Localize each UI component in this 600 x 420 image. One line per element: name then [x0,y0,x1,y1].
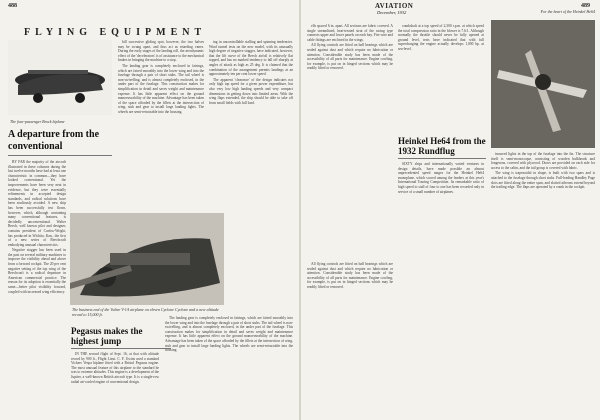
heinkel-photo [491,20,595,148]
paragraph: The landing gear is completely enclosed in fairings, which are faired smoothly into the lower wing and into the fuselage through a pair of short stubs. The tail wheel is non-swivelling, and is almost completely enclosed, in the under part of the fuselage. This construction makes for simplification in detail and saves weight and maintenance expense. It has little apparent effect on the ground manoeuvrability of the machine. Advantage has been taken of the space afforded by the fillets at the intersection of wing, stub and gear to install large landing lights. The wheels are semi-retractable into the housing. [118,63,204,114]
article-headline: Heinkel He64 from the 1932 Rundflug [398,136,486,156]
article-headline: A departure from the conventional [8,129,100,152]
page-number: 489 [581,3,590,9]
paragraph: All flying controls are fitted on ball bearings which are sealed against dust and which require no lubrication or attention. Considerable study has been made of the accessibility of all parts for maintenance. Engine cowling, for example, is put on in hinged sections which may be readily lifted or removed. [307,262,393,289]
text-column-2 [118,40,204,216]
paragraph: All flying controls are fitted on ball bearings which are sealed against dust and which require no lubrication or attention. Considerable study has been made of the accessibility of all parts for maintenance. Engine cowling, for example, is put on in hinged sections which may be readily lifted or removed. [307,43,393,71]
divider [71,348,171,349]
photo-caption: For the heart of the Heinkel He64 [540,9,595,14]
paragraph: bill successive gliding spot, however, the two halves may be swung apart, and thus act as retarding vanes. During the early stages of the landing roll, the aerodynamic effect of the 'decelerators' is of assistance to the mechanical brakes in bringing the machine to a stop. [118,40,204,63]
paragraph: The wing is trapezoidal in shape, is built with two spars and is attached to the fuselage through short stubs. Full-leading Handley Page slots are fitted along the entire span, and slotted ailerons extend beyond the trailing edge. The flaps are operated by a crank in the cockpit. [491,171,595,190]
divider [398,158,486,159]
text-column-5 [165,316,293,416]
paragraph: IN THE second flight of Sept. 16, at that with altitude record by 900 ft., Flight Lieut. C. F. Uwins used a standard Vickers Vespa biplane fitted with a Bristol Pegasus engine. The most unusual feature of this airplane to the standard he was to extreme altitudes. This engine is a development of the Jupiter, a well-known British aircraft type. It is a single-row radial air-cooled engine of conventional design. [71,352,159,384]
divider [8,155,112,156]
photo-caption: The business end of the Vultee V-1A airplane on eleven Cyclone Cyclone and a new altitude record to 15,000 ft. [72,307,219,317]
paragraph: Negative stagger has been used in the past on several military machines to improve the visibility ahead and above from a forward cockpit. The 20 per cent negative setting of the top wing of the Beechcraft is a radical departure in American commercial practice. The reason for its adoption is essentially the same—better pilot visibility forward, coupled with increased wing efficiency. [8,248,66,294]
left-page [0,0,299,420]
engine-photo [70,213,224,305]
right-page [301,0,600,420]
text-column-4 [491,152,595,416]
magazine-name: AVIATION [375,2,414,10]
page-number: 488 [8,3,17,9]
photo-caption: The four-passenger Brock biplane [10,119,65,124]
text-column-3 [398,162,484,416]
paragraph: crankshaft at a top speed of 2,300 r.p.m. at which speed the total compression ratio in the blower is 7.6:1. Although normally the throttle should never be fully opened at ground level, tests have indicated that with full supercharging the engine actually develops 1,000 hp. at sea-level. [398,24,484,51]
biplane-photo [8,40,112,115]
issue-date: December, 1932 [377,10,407,15]
section-title: FLYING EQUIPMENT [24,27,207,38]
text-column-1 [8,160,66,416]
paragraph: incurred lights in the top of the fuselage into the fin. The structure itself is semi-monocoque, consisting of wooden bulkheads and longerons, covered with plywood. Doors are provided on each side for access to the cabin, and the tail group is covered with fabric. [491,152,595,170]
paragraph: The landing gear is completely enclosed in fairings, which are faired smoothly into the lower wing and into the fuselage through a pair of short stubs. The tail wheel is non-swivelling, and is almost completely enclosed, in the under part of the fuselage. This construction makes for simplification in detail and saves weight and maintenance expense. It has little apparent effect on the ground manoeuvrability of the machine. Advantage has been taken of the space afforded by the fillets at the intersection of wing, stub and gear to install large landing lights. The wheels are semi-retractable into the housing. [165,316,293,353]
text-column-2 [398,24,484,130]
text-column-1 [307,24,393,256]
paragraph: ells spaced 6 in. apart. All sections are fabric covered. A single streamlined, heat-treated strut of the racing type connects upper and lower panels on each bay. Fire wire and cable fittings are enclosed in the wings. [307,24,393,42]
paragraph: BY FAR the majority of the aircraft illustrated in these columns during the last twelve months have had at least one characteristic in common—they have looked conventional. Yet the improvements have been very neat in evidence, but they were essentially refinements in accepted design standards, and radical solutions have been studiously avoided. A new ship has been successfully test flown, however, which, although containing many conventional features, is decidedly unconventional. Walter Beech, well known pilot and designer, contains president of Curtiss-Wright, has produced in Wichita, Kan., the first of a new series of Beechcraft embodying unusual characteristics. [8,160,66,247]
article-headline: Pegasus makes the highest jump [71,326,143,346]
text-column-4 [71,352,159,416]
text-column-3 [209,40,293,210]
paragraph: The apparent 'clearance' of the design indicates not only high top speed for a given power expenditure, but also very low high landing speeds and very compact dimensions in getting down into limited areas. With the wing flaps extended, the ship should be able to take off from small fields with full load. [209,77,293,105]
paragraph: SIXTY ships and internationally varied ventures in design details, have made possible an almost unprecedented speed ranges for the Heinkel He64 monoplane, which scored among the leaders at this year's International Touring Competition. Its remarkable ratio of high speed to stall of four to one has been recorded only in service of a small number of airplanes. [398,162,484,194]
paragraph: ing in uncontrollable stalling and spinning tendencies. Wind tunnel tests on the new model, with its unusually high degree of negative stagger, have indicated, however, that the lift curve of the Beech airfoil is relatively flat topped, and has no marked tendency to fall off sharply at angles of attack as high as 25 deg. It is claimed that the combination of the arrangement permits landings at an approximately ten per cent lower speed. [209,40,293,77]
text-column-5 [307,262,393,416]
